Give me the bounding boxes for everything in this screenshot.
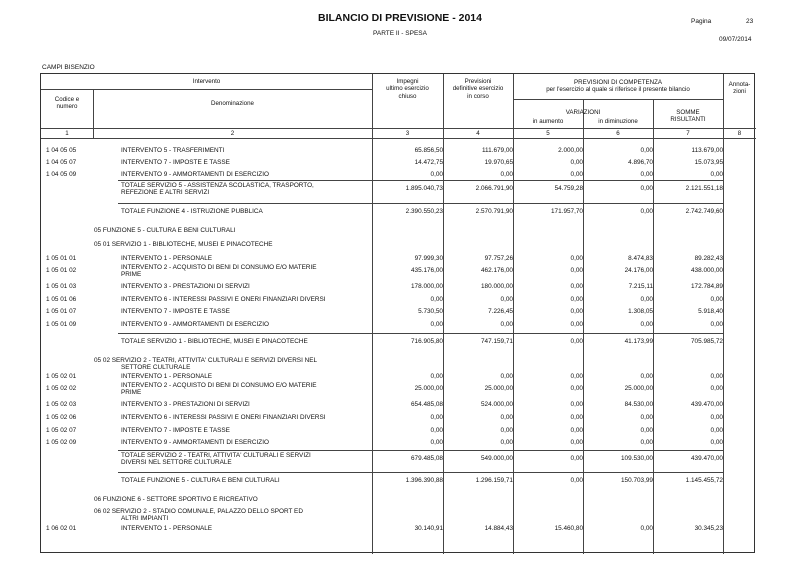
header-intervento: Intervento (192, 78, 221, 85)
header-in-aumento: in aumento (532, 118, 564, 125)
cell-col-3: 654.485,08 (411, 401, 443, 408)
row-code: 1 05 02 06 (46, 414, 77, 421)
cell-col-6: 0,00 (640, 321, 653, 328)
cell-col-4: 19.970,65 (484, 159, 513, 166)
col-number: 4 (476, 130, 480, 137)
row-code: 1 05 02 03 (46, 401, 77, 408)
row-description: INTERVENTO 7 - IMPOSTE E TASSE (121, 427, 230, 434)
row-code: 1 05 02 02 (46, 385, 77, 392)
cell-col-3: 1.396.390,88 (405, 477, 443, 484)
row-description: INTERVENTO 1 - PERSONALE (121, 525, 213, 532)
row-code: 1 05 02 09 (46, 439, 77, 446)
cell-col-7: 5.918,40 (698, 308, 723, 315)
cell-col-3: 0,00 (430, 439, 443, 446)
page-number: 23 (746, 18, 754, 25)
cell-col-5: 0,00 (570, 401, 583, 408)
row-description: INTERVENTO 3 - PRESTAZIONI DI SERVIZI (121, 283, 250, 290)
cell-col-5: 54.759,28 (554, 185, 583, 192)
cell-col-3: 0,00 (430, 171, 443, 178)
col-number: 5 (546, 130, 550, 137)
cell-col-7: 439.470,00 (691, 455, 723, 462)
row-description: INTERVENTO 5 - TRASFERIMENTI (121, 147, 225, 154)
cell-col-7: 438.000,00 (691, 267, 723, 274)
cell-col-4: 97.757,26 (484, 255, 513, 262)
section-heading-row (41, 495, 756, 505)
cell-col-6: 24.176,00 (624, 267, 653, 274)
row-description: TOTALE FUNZIONE 5 - CULTURA E BENI CULTURALI (121, 477, 280, 484)
row-description-cont: DIVERSI NEL SETTORE CULTURALE (121, 459, 232, 466)
cell-col-4: 180.000,00 (481, 283, 513, 290)
table-row (41, 295, 756, 305)
cell-col-5: 0,00 (570, 308, 583, 315)
section-heading-cont: SETTORE CULTURALE (121, 364, 191, 371)
row-code: 1 04 05 09 (46, 171, 77, 178)
cell-col-3: 679.485,08 (411, 455, 443, 462)
total-row (41, 207, 756, 217)
cell-col-6: 7.215,11 (628, 283, 653, 290)
cell-col-5: 0,00 (570, 283, 583, 290)
table-row (41, 266, 756, 276)
col-number: 1 (65, 130, 69, 137)
cell-col-3: 97.999,30 (414, 255, 443, 262)
cell-col-5: 0,00 (570, 296, 583, 303)
row-description: INTERVENTO 6 - INTERESSI PASSIVI E ONERI FINANZIARI DIVERSI (121, 414, 326, 421)
cell-col-6: 0,00 (640, 147, 653, 154)
cell-col-5: 2.000,00 (558, 147, 583, 154)
section-heading: 06 FUNZIONE 6 - SETTORE SPORTIVO E RICREATIVO (94, 496, 258, 503)
cell-col-6: 25.000,00 (624, 385, 653, 392)
cell-col-3: 2.390.550,23 (405, 208, 443, 215)
cell-col-5: 0,00 (570, 414, 583, 421)
total-rule (118, 472, 723, 473)
cell-col-6: 0,00 (640, 185, 653, 192)
cell-col-6: 1.308,05 (628, 308, 653, 315)
report-subtitle: PARTE II - SPESA (373, 30, 427, 37)
section-heading-row (41, 226, 756, 236)
header-previsioni: Previsioni definitive esercizio in corso (452, 78, 504, 100)
cell-col-5: 0,00 (570, 321, 583, 328)
header-variazioni: VARIAZIONI (565, 109, 601, 116)
table-row (41, 282, 756, 292)
cell-col-3: 0,00 (430, 373, 443, 380)
cell-col-5: 15.460,80 (554, 525, 583, 532)
cell-col-4: 111.679,00 (481, 147, 513, 154)
cell-col-6: 0,00 (640, 525, 653, 532)
total-rule (118, 180, 723, 181)
cell-col-6: 0,00 (640, 208, 653, 215)
cell-col-6: 0,00 (640, 296, 653, 303)
cell-col-4: 2.066.791,90 (475, 185, 513, 192)
row-description: INTERVENTO 2 - ACQUISTO DI BENI DI CONSUMO E/O MATERIE (121, 382, 317, 389)
row-code: 1 05 01 07 (46, 308, 77, 315)
row-description: INTERVENTO 9 - AMMORTAMENTI DI ESERCIZIO (121, 439, 269, 446)
row-description-cont: PRIME (121, 271, 142, 278)
row-description: INTERVENTO 7 - IMPOSTE E TASSE (121, 308, 230, 315)
cell-col-3: 0,00 (430, 414, 443, 421)
cell-col-7: 2.742.749,60 (685, 208, 723, 215)
section-heading: 05 02 SERVIZIO 2 - TEATRI, ATTIVITA' CULTURALI E SERVIZI DIVERSI NEL (94, 357, 318, 364)
cell-col-7: 0,00 (710, 439, 723, 446)
row-code: 1 05 01 02 (46, 267, 77, 274)
cell-col-4: 1.296.159,71 (475, 477, 513, 484)
header-divider (513, 99, 723, 100)
cell-col-5: 171.957,70 (551, 208, 583, 215)
cell-col-3: 65.856,50 (414, 147, 443, 154)
cell-col-4: 747.159,71 (481, 338, 513, 345)
cell-col-3: 5.730,50 (418, 308, 443, 315)
table-row (41, 307, 756, 317)
cell-col-4: 0,00 (500, 171, 513, 178)
cell-col-5: 0,00 (570, 373, 583, 380)
total-row (41, 454, 756, 464)
cell-col-5: 0,00 (570, 338, 583, 345)
cell-col-5: 0,00 (570, 267, 583, 274)
cell-col-3: 30.140,91 (414, 525, 443, 532)
row-description: TOTALE SERVIZIO 1 - BIBLIOTECHE, MUSEI E PINACOTECHE (121, 338, 308, 345)
cell-col-6: 109.530,00 (621, 455, 653, 462)
cell-col-5: 0,00 (570, 477, 583, 484)
cell-col-3: 0,00 (430, 321, 443, 328)
cell-col-6: 0,00 (640, 439, 653, 446)
report-date: 09/07/2014 (719, 36, 752, 43)
cell-col-5: 0,00 (570, 159, 583, 166)
cell-col-3: 0,00 (430, 427, 443, 434)
total-row (41, 476, 756, 486)
row-description: INTERVENTO 6 - INTERESSI PASSIVI E ONERI FINANZIARI DIVERSI (121, 296, 326, 303)
row-description-cont: PRIME (121, 389, 142, 396)
row-code: 1 05 01 06 (46, 296, 77, 303)
row-description: INTERVENTO 7 - IMPOSTE E TASSE (121, 159, 230, 166)
row-code: 1 05 02 01 (46, 373, 77, 380)
cell-col-4: 0,00 (500, 321, 513, 328)
row-code: 1 05 01 01 (46, 255, 77, 262)
row-description: INTERVENTO 3 - PRESTAZIONI DI SERVIZI (121, 401, 250, 408)
cell-col-6: 0,00 (640, 171, 653, 178)
cell-col-4: 25.000,00 (484, 385, 513, 392)
cell-col-7: 0,00 (710, 414, 723, 421)
total-row (41, 337, 756, 347)
table-row (41, 170, 756, 180)
section-heading-row (41, 240, 756, 250)
row-code: 1 05 01 09 (46, 321, 77, 328)
row-description: INTERVENTO 9 - AMMORTAMENTI DI ESERCIZIO (121, 321, 269, 328)
cell-col-4: 0,00 (500, 373, 513, 380)
header-somme: SOMME RISULTANTI (670, 109, 706, 124)
cell-col-4: 2.570.791,90 (475, 208, 513, 215)
col-number: 6 (616, 130, 620, 137)
table-row (41, 320, 756, 330)
cell-col-7: 15.073,95 (694, 159, 723, 166)
cell-col-4: 462.176,00 (481, 267, 513, 274)
row-description: INTERVENTO 1 - PERSONALE (121, 255, 213, 262)
cell-col-7: 2.121.551,18 (685, 185, 723, 192)
table-row (41, 413, 756, 423)
total-rule (118, 450, 723, 451)
section-heading-row (41, 510, 756, 520)
header-denominazione: Denominazione (211, 100, 254, 107)
cell-col-4: 0,00 (500, 427, 513, 434)
cell-col-5: 0,00 (570, 455, 583, 462)
row-description: INTERVENTO 9 - AMMORTAMENTI DI ESERCIZIO (121, 171, 269, 178)
row-description: TOTALE SERVIZIO 5 - ASSISTENZA SCOLASTICA, TRASPORTO, (121, 182, 314, 189)
table-row (41, 400, 756, 410)
row-description: TOTALE SERVIZIO 2 - TEATRI, ATTIVITA' CULTURALI E SERVIZI (121, 452, 311, 459)
row-description: TOTALE FUNZIONE 4 - ISTRUZIONE PUBBLICA (121, 208, 263, 215)
cell-col-6: 0,00 (640, 414, 653, 421)
report-title: BILANCIO DI PREVISIONE - 2014 (318, 12, 482, 24)
header-competenza: PREVISIONI DI COMPETENZA per l'esercizio al quale si riferisce il presente bilancio (546, 79, 690, 94)
cell-col-3: 435.176,00 (411, 267, 443, 274)
cell-col-5: 0,00 (570, 385, 583, 392)
header-annotazioni: Annota- zioni (728, 81, 751, 96)
cell-col-7: 0,00 (710, 321, 723, 328)
table-row (41, 372, 756, 382)
cell-col-6: 4.896,70 (628, 159, 653, 166)
cell-col-5: 0,00 (570, 171, 583, 178)
cell-col-5: 0,00 (570, 427, 583, 434)
cell-col-7: 172.784,89 (691, 283, 723, 290)
table-row (41, 158, 756, 168)
cell-col-4: 0,00 (500, 296, 513, 303)
section-heading-row (41, 359, 756, 369)
row-code: 1 04 05 07 (46, 159, 77, 166)
cell-col-6: 150.703,99 (621, 477, 653, 484)
col-number: 3 (405, 130, 410, 137)
cell-col-7: 113.679,00 (691, 147, 723, 154)
row-description: INTERVENTO 1 - PERSONALE (121, 373, 213, 380)
table-row (41, 146, 756, 156)
table-row (41, 438, 756, 448)
table-row (41, 384, 756, 394)
section-heading: 06 02 SERVIZIO 2 - STADIO COMUNALE, PALAZZO DELLO SPORT ED (94, 508, 303, 515)
comune-name: CAMPI BISENZIO (42, 64, 95, 71)
cell-col-6: 0,00 (640, 427, 653, 434)
cell-col-4: 7.226,45 (488, 308, 513, 315)
col-number: 7 (686, 130, 690, 137)
cell-col-4: 524.000,00 (481, 401, 513, 408)
table-row (41, 254, 756, 264)
cell-col-4: 0,00 (500, 439, 513, 446)
col-number: 2 (230, 130, 235, 137)
header-impegni: Impegni ultimo esercizio chiuso (386, 78, 429, 100)
cell-col-7: 1.145.455,72 (685, 477, 723, 484)
cell-col-7: 439.470,00 (691, 401, 723, 408)
col-number: 8 (737, 130, 742, 137)
header-divider (41, 138, 756, 139)
row-code: 1 04 05 05 (46, 147, 77, 154)
section-heading-cont: ALTRI IMPIANTI (121, 515, 169, 522)
total-rule (118, 333, 723, 334)
cell-col-6: 41.173,99 (624, 338, 653, 345)
total-rule (118, 203, 723, 204)
cell-col-7: 89.282,43 (694, 255, 723, 262)
cell-col-7: 705.985,72 (691, 338, 723, 345)
header-divider (41, 128, 756, 129)
budget-table (40, 73, 755, 553)
header-in-diminuzione: in diminuzione (598, 118, 638, 125)
cell-col-7: 0,00 (710, 296, 723, 303)
section-heading: 05 FUNZIONE 5 - CULTURA E BENI CULTURALI (94, 227, 236, 234)
header-divider (41, 89, 372, 90)
cell-col-3: 0,00 (430, 296, 443, 303)
row-code: 1 06 02 01 (46, 525, 77, 532)
cell-col-3: 14.472,75 (414, 159, 443, 166)
header-codice: Codice e numero (54, 96, 80, 111)
cell-col-7: 0,00 (710, 427, 723, 434)
cell-col-7: 0,00 (710, 171, 723, 178)
cell-col-6: 8.474,83 (628, 255, 653, 262)
cell-col-4: 549.000,00 (481, 455, 513, 462)
cell-col-5: 0,00 (570, 439, 583, 446)
cell-col-4: 14.884,43 (484, 525, 513, 532)
cell-col-3: 178.000,00 (411, 283, 443, 290)
row-description-cont: REFEZIONE E ALTRI SERVIZI (121, 189, 210, 196)
row-description: INTERVENTO 2 - ACQUISTO DI BENI DI CONSUMO E/O MATERIE (121, 264, 317, 271)
row-code: 1 05 02 07 (46, 427, 77, 434)
cell-col-4: 0,00 (500, 414, 513, 421)
cell-col-3: 716.905,80 (411, 338, 443, 345)
cell-col-7: 30.345,23 (694, 525, 723, 532)
total-row (41, 184, 756, 194)
cell-col-5: 0,00 (570, 255, 583, 262)
row-code: 1 05 01 03 (46, 283, 77, 290)
cell-col-7: 0,00 (710, 373, 723, 380)
cell-col-3: 1.895.040,73 (405, 185, 443, 192)
section-heading: 05 01 SERVIZIO 1 - BIBLIOTECHE, MUSEI E PINACOTECHE (94, 241, 273, 248)
cell-col-6: 0,00 (640, 373, 653, 380)
cell-col-6: 84.530,00 (624, 401, 653, 408)
cell-col-7: 0,00 (710, 385, 723, 392)
page-label: Pagina (691, 18, 712, 25)
table-row (41, 426, 756, 436)
table-row (41, 524, 756, 534)
cell-col-3: 25.000,00 (414, 385, 443, 392)
